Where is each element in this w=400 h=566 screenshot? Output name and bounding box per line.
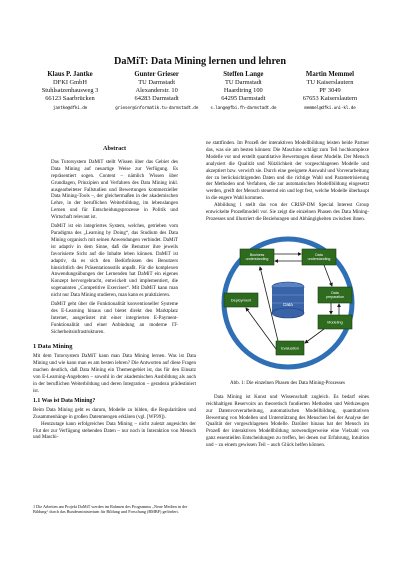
crisp-dm-figure bbox=[206, 227, 369, 377]
phase-data-preparation bbox=[318, 287, 352, 303]
body-paragraph: Beim Data Mining geht es darum, Modelle zu bilden, die Regularitäten und Zusammenhänge in großen Datenmengen erklären (vgl. [WF99]). bbox=[33, 406, 196, 420]
author-email[interactable]: jantke@dfki.de bbox=[52, 106, 88, 112]
left-column bbox=[33, 146, 196, 441]
author-affiliation: TU Kaiserslautern bbox=[306, 79, 354, 87]
phase-label: Evaluation bbox=[281, 346, 299, 351]
footnote: 1 Die Arbeiten am Projekt DaMiT werden im Rahmen des Programms „Neue Medien in der Bildung“ durch das Bundesministerium für Bildung und Forschung (BMBF) gefördert. bbox=[33, 504, 188, 515]
author-city: 67653 Kaiserslautern bbox=[302, 95, 358, 103]
center-data-disk bbox=[272, 282, 304, 318]
body-paragraph: Heutzutage kann erfolgreiches Data Mining – nicht zuletzt angesichts der Flut der zur Verfügung stehenden Daten – nur noch in Interaktion von Mensch und Maschi- bbox=[33, 420, 196, 441]
author-city: 66123 Saarbrücken bbox=[45, 95, 95, 103]
author-affiliation: TU Darmstadt bbox=[138, 79, 176, 87]
phase-data-understanding bbox=[302, 249, 336, 265]
abstract-paragraph: Das Tutorsystem DaMiT stellt Wissen über das Gebiet des Data Mining auf neuartige Weise zur Verfügung. Es repräsentiert sogen. Content – nämlich Wissen über Grundlagen, Prinzipien und Verfahren des Data Mining inkl. ausgearbeiteter Fallstudien und Bewertungen kommerzieller Data Mining-Tools –, der gleichermaßen in der akademischen Lehre, in der beruflichen Weiterbildung, im lebenslangen Lernen und für Entscheidungsprozesse in Politik und Wirtschaft relevant ist. bbox=[51, 158, 178, 221]
author-affiliation: TU Darmstadt bbox=[224, 79, 262, 87]
crisp-dm-diagram bbox=[206, 227, 369, 377]
author-name: Gunter Grieser bbox=[134, 71, 179, 78]
body-paragraph: Mit dem Tutorsystem DaMiT kann man Data Mining lernen. Was ist Data Mining und wie kann man es am besten lehren? Die Antworten auf diese Fragen machen deutlich, daß Data Mining ein Themengebiet ist, das für den Einsatz von E-Learning-Angeboten – sowohl in der akademischen Ausbildung als auch in der beruflichen Weiterbildung und deren Integration – geradezu prädestiniert ist. bbox=[33, 353, 196, 394]
body-paragraph: Abbildung 1 stellt das von der CRISP-DM Special Interest Group entwickelte Prozeßmodell vor. Sie zeigt die einzelnen Phasen des Data Mining-Prozesses und illustriert die Beziehungen und Abhängigkeiten zwischen ihnen. bbox=[206, 202, 369, 222]
author-street: Stuhlsatzenhausweg 3 bbox=[41, 87, 99, 95]
center-label: Data bbox=[283, 301, 293, 307]
author-street: Haardtring 100 bbox=[223, 87, 263, 95]
author-name: Martin Memmel bbox=[305, 71, 355, 78]
author-3 bbox=[200, 71, 286, 113]
author-affiliation: DFKI GmbH bbox=[53, 79, 87, 87]
author-block bbox=[27, 71, 373, 113]
author-street: Alexanderstr. 10 bbox=[135, 87, 178, 95]
body-paragraph: ne stattfinden. Im Prozeß der interaktiven Modellbildung leisten beide Partner das, was sie am besten können: Die Maschine schlägt zum Teil hochkomplexe Modelle vor und erstellt quantitative Bewertungen dieser Modelle. Der Mensch analysiert die Qualität und Nützlichkeit der vorgeschlagenen Modelle und akzeptiert bzw. verwirft sie. Durch eine geeignete Auswahl und Vorverarbeitung der zu berücksichtigenden Daten und die richtige Wahl und Parametrisierung der Methoden und Verfahren, die zur automatischen Modellbildung eingesetzt werden, greift der Mensch steuernd ein und legt fest, welche Modelle überhaupt in die engere Wahl kommen. bbox=[206, 140, 369, 202]
author-city: 64295 Darmstadt bbox=[221, 95, 266, 103]
body-paragraph: Data Mining ist Kunst und Wissenschaft zugleich. Es bedarf eines reichhaltigen Reservoirs an theoretisch fundierten Methoden und Werkzeugen zur Datenvorverarbeitung, automatischen Modellbildung, quantitativen Bewertung von Modellen und Unterstützung des Menschen bei der Analyse der Qualität der vorgeschlagenen Modelle. Darüber hinaus hat der Mensch im Prozeß der interaktiven Modellbildung notwendigerweise eine Vielzahl von ganz essentiellen Entscheidungen zu treffen, bei denen nur Erfahrung, Intuition und – zu einem gewissen Teil – auch Glück helfen können. bbox=[206, 393, 369, 449]
abstract bbox=[51, 146, 178, 336]
abstract-heading: Abstract bbox=[102, 145, 127, 152]
author-email[interactable]: s.lange@fbi.fh-darmstadt.de bbox=[210, 106, 277, 112]
author-name: Steffen Lange bbox=[223, 71, 264, 78]
author-email[interactable]: memmel@dfki.uni-kl.de bbox=[304, 106, 356, 112]
author-1 bbox=[27, 71, 113, 113]
right-column bbox=[206, 140, 369, 449]
phase-label: Business understanding bbox=[245, 252, 269, 261]
phase-business-understanding bbox=[240, 249, 274, 265]
phase-label: Data understanding bbox=[307, 252, 331, 261]
phase-evaluation bbox=[276, 341, 304, 355]
figure-caption: Abb. 1: Die einzelnen Phasen des Data Mining-Prozesses bbox=[230, 380, 345, 386]
author-2 bbox=[114, 71, 200, 113]
author-street: PF 3049 bbox=[319, 87, 341, 95]
section-heading: 1 Data Mining bbox=[33, 342, 73, 350]
abstract-paragraph: DaMiT ist ein integriertes System, welches, getrieben vom Paradigma des „Learning by Doing“, das Studium des Data Mining organisch mit seinen Anwendungen verbindet. DaMiT ist adaptiv in dem Sinne, daß die Benutzer ihre jeweils favorisierte Sicht auf die Inhalte leben können. DaMiT ist adaptiv, da es sich den Bedürfnissen des Benutzers hinsichtlich des Präsentationsstils anpaßt. Für die komplexen Anwendungsübungen der Lernenden hat DaMiT ein eigenes Konzept hervorgebracht, entwickelt und implementiert, die sogenannten „Competitive Exercises“. Mit DaMiT kann man nicht nur Data Mining studieren, man kann es praktizieren. bbox=[51, 223, 178, 299]
author-name: Klaus P. Jantke bbox=[47, 71, 93, 78]
phase-modeling bbox=[318, 315, 352, 329]
phase-label: Modeling bbox=[327, 320, 343, 325]
phase-label: Data preparation bbox=[325, 290, 345, 299]
author-email[interactable]: grieser@informatik.tu-darmstadt.de bbox=[115, 106, 199, 112]
phase-label: Deployment bbox=[230, 298, 252, 303]
phase-deployment bbox=[224, 293, 258, 307]
abstract-paragraph: DaMiT geht über die Funktionalität konventioneller Systeme des E-Learning hinaus und bietet direkt den Marktplatz Internet, ausgerüstet mit einer integrierten E-Payment-Funktionalität und einer Anbindung an moderne IT-Sicherheitsinfrastrukturen. bbox=[51, 301, 178, 335]
author-city: 64283 Darmstadt bbox=[134, 95, 179, 103]
author-4 bbox=[287, 71, 373, 113]
subsection-heading: 1.1 Was ist Data Mining? bbox=[33, 397, 96, 404]
paper-title: DaMiT: Data Mining lernen und lehren bbox=[114, 56, 286, 67]
